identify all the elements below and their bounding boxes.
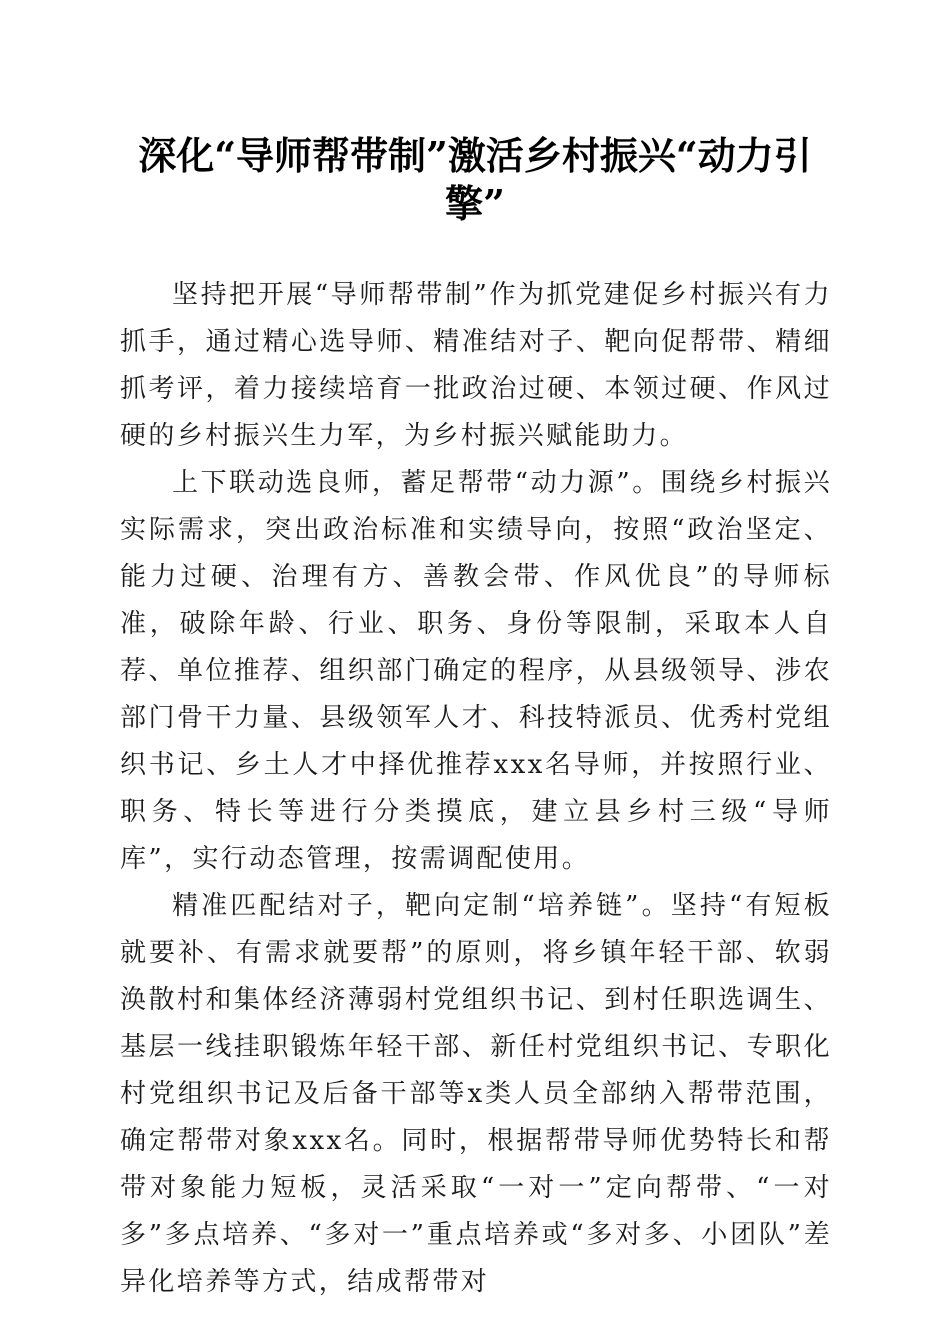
- paragraph-select-mentors: 上下联动选良师，蓄足帮带“动力源”。围绕乡村振兴实际需求，突出政治标准和实绩导向，按照“政治坚定、能力过硬、治理有方、善教会带、作风优良”的导师标准，破除年龄、行业、职务、身份等限制，采取本人自荐、单位推荐、组织部门确定的程序，从县级领导、涉农部门骨干力量、县级领军人才、科技特派员、优秀村党组织书记、乡土人才中择优推荐xxx名导师，并按照行业、职务、特长等进行分类摸底，建立县乡村三级“导师库”，实行动态管理，按需调配使用。: [120, 468, 832, 874]
- document-body: [120, 272, 832, 1306]
- paragraph-match-pairs: 精准匹配结对子，靶向定制“培养链”。坚持“有短板就要补、有需求就要帮”的原则，将乡镇年轻干部、软弱涣散村和集体经济薄弱村党组织书记、到村任职选调生、基层一线挂职锻炼年轻干部、新任村党组织书记、专职化村党组织书记及后备干部等x类人员全部纳入帮带范围，确定帮带对象xxx名。同时，根据帮带导师优势特长和帮带对象能力短板，灵活采取“一对一”定向帮带、“一对多”多点培养、“多对一”重点培养或“多对多、小团队”差异化培养等方式，结成帮带对: [120, 891, 832, 1297]
- paragraph-intro: 坚持把开展“导师帮带制”作为抓党建促乡村振兴有力抓手，通过精心选导师、精准结对子、靶向促帮带、精细抓考评，着力接续培育一批政治过硬、本领过硬、作风过硬的乡村振兴生力军，为乡村振兴赋能助力。: [120, 280, 832, 451]
- document-title: 深化“导师帮带制”激活乡村振兴“动力引擎”: [138, 133, 812, 226]
